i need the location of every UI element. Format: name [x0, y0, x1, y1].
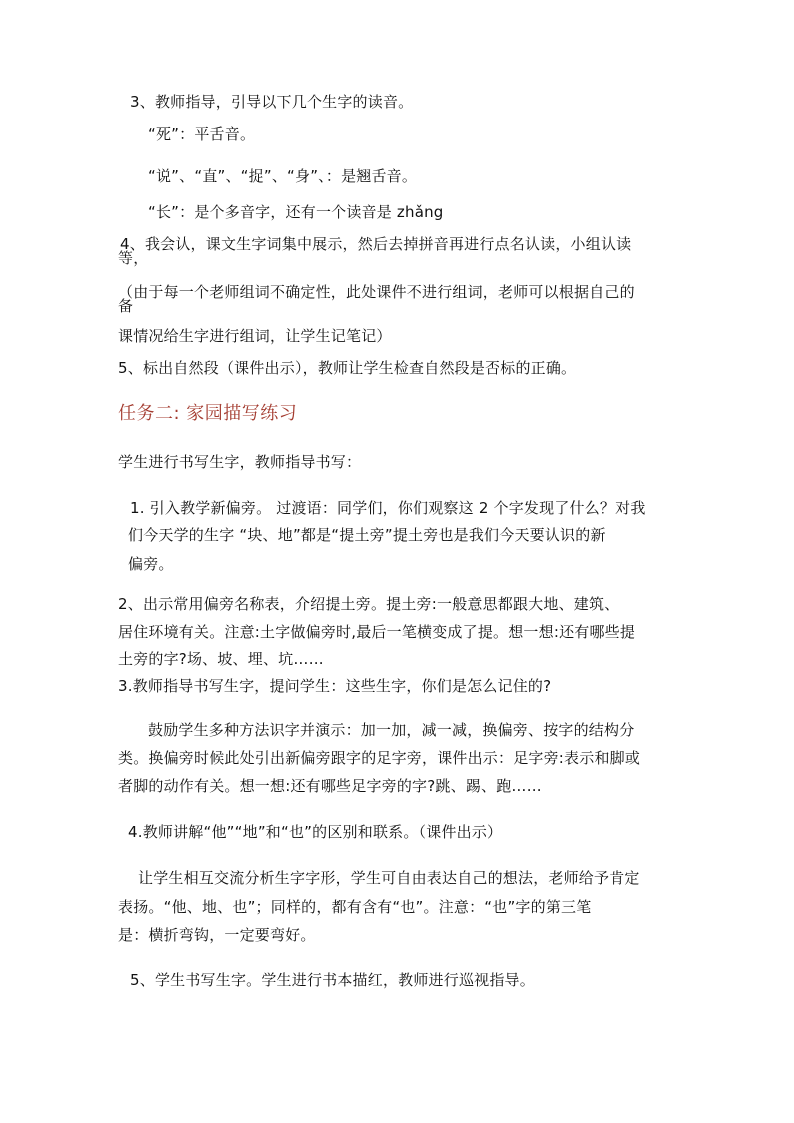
- text-line: 3.教师指导书写生字，提问学生：这些生字，你们是怎么记住的?: [118, 677, 552, 695]
- text-line: 学生进行书写生字，教师指导书写：: [118, 453, 362, 471]
- text-line: 表扬。“他、地、也”；同样的，都有含有“也”。注意：“也”字的第三笔: [118, 898, 592, 916]
- text-line: 5、标出自然段（课件出示），教师让学生检查自然段是否标的正确。: [118, 359, 577, 377]
- text-line: 2、出示常用偏旁名称表，介绍提土旁。提土旁:一般意思都跟大地、建筑、: [118, 595, 620, 613]
- text-line: 4、我会认，课文生字词集中展示，然后去掉拼音再进行点名认读，小组认读: [120, 235, 632, 253]
- text-line: 土旁的字?场、坡、埋、坑……: [118, 650, 324, 668]
- text-line: 4.教师讲解“他”“地”和“也”的区别和联系。（课件出示）: [128, 823, 503, 841]
- text-line: “说”、“直”、“捉”、“身”、：是翘舌音。: [148, 167, 418, 185]
- text-line: 鼓励学生多种方法识字并演示：加一加，减一减，换偏旁、按字的结构分: [148, 721, 635, 739]
- text-line: （由于每一个老师组词不确定性，此处课件不进行组词，老师可以根据自己的: [118, 283, 635, 301]
- text-line: 是：横折弯钩，一定要弯好。: [118, 926, 316, 944]
- text-line: 居住环境有关。注意:土字做偏旁时,最后一笔横变成了提。想一想:还有哪些提: [118, 623, 636, 641]
- text-line: 5、学生书写生字。学生进行书本描红，教师进行巡视指导。: [130, 971, 535, 989]
- text-line: 3、教师指导，引导以下几个生字的读音。: [130, 93, 414, 111]
- text-line: 备: [118, 297, 134, 315]
- text-line: 1. 引入教学新偏旁。 过渡语：同学们，你们观察这 2 个字发现了什么？对我: [130, 499, 646, 517]
- text-line: “长”：是个多音字，还有一个读音是 zhǎng: [148, 203, 444, 221]
- text-line: 课情况给生字进行组词，让学生记笔记）: [118, 327, 392, 345]
- text-line: “死”：平舌音。: [148, 125, 256, 143]
- text-line: 等，: [118, 249, 149, 267]
- text-line: 偏旁。: [128, 555, 174, 573]
- text-line: 们今天学的生字 “块、地”都是“提土旁”提土旁也是我们今天要认识的新: [128, 526, 606, 544]
- text-line: 类。换偏旁时候此处引出新偏旁跟字的足字旁，课件出示：足字旁:表示和脚或: [118, 749, 641, 767]
- section-heading: 任务二: 家园描写练习: [118, 403, 298, 424]
- text-line: 让学生相互交流分析生字字形，学生可自由表达自己的想法，老师给予肯定: [138, 869, 640, 887]
- text-line: 者脚的动作有关。想一想:还有哪些足字旁的字?跳、踢、跑……: [118, 777, 542, 795]
